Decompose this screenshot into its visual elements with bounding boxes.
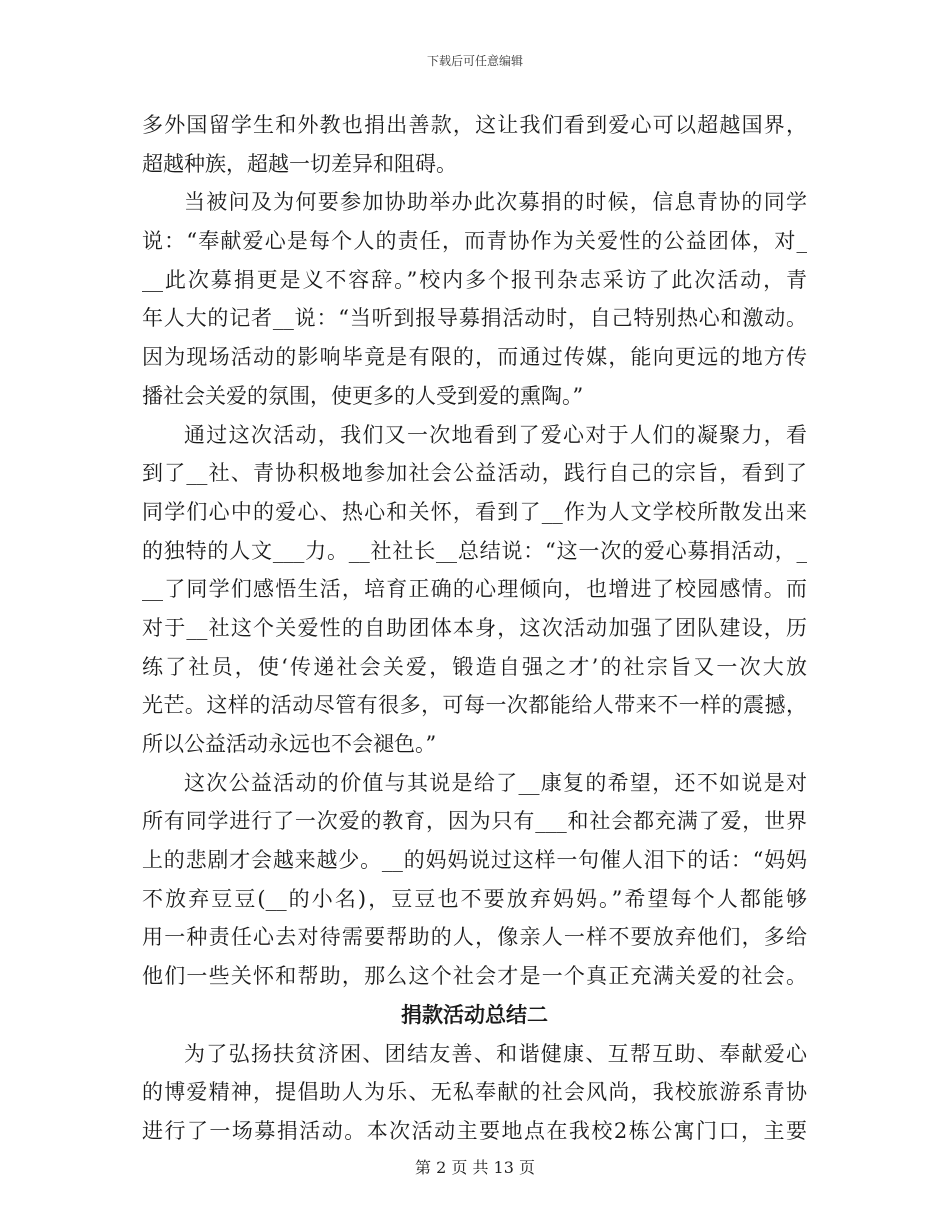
text-line: 播社会关爱的氛围，使更多的人受到爱的熏陶。” (142, 383, 584, 408)
text-line: 所有同学进行了一次爱的教育，因为只有___和社会都充满了爱，世界 (142, 809, 807, 834)
text-line: 到了__社、青协积极地参加社会公益活动，践行自己的宗旨，看到了 (142, 461, 807, 486)
text-line: __此次募捐更是义不容辞。”校内多个报刊杂志采访了此次活动，青 (142, 267, 807, 292)
text-line: 所以公益活动永远也不会褪色。” (142, 732, 437, 756)
document-body (142, 106, 807, 1151)
text-line: 通过这次活动，我们又一次地看到了爱心对于人们的凝聚力，看 (184, 422, 807, 447)
text-line: 光芒。这样的活动尽管有很多，可每一次都能给人带来不一样的震撼， (142, 693, 807, 718)
text-line: 因为现场活动的影响毕竟是有限的，而通过传媒，能向更远的地方传 (142, 345, 807, 370)
page-header-note: 下载后可任意编辑 (426, 54, 523, 68)
paragraph-block-1 (142, 106, 807, 996)
text-line: 说：“奉献爱心是每个人的责任，而青协作为关爱性的公益团体，对_ (142, 229, 807, 254)
text-line: 年人大的记者__说：“当听到报导募捐活动时，自己特别热心和激动。 (142, 306, 807, 331)
text-line: 当被问及为何要参加协助举办此次募捐的时候，信息青协的同学 (184, 190, 807, 215)
text-line: 进行了一场募捐活动。本次活动主要地点在我校2栋公寓门口，主要 (142, 1118, 807, 1143)
page-number: 第 2 页 共 13 页 (415, 1158, 535, 1177)
text-line: 用一种责任心去对待需要帮助的人，像亲人一样不要放弃他们，多给 (142, 925, 807, 950)
text-line: 为了弘扬扶贫济困、团结友善、和谐健康、互帮互助、奉献爱心 (184, 1041, 807, 1066)
text-line: __了同学们感悟生活，培育正确的心理倾向，也增进了校园感情。而 (142, 577, 807, 602)
text-line: 上的悲剧才会越来越少。__的妈妈说过这样一句催人泪下的话：“妈妈 (142, 848, 807, 873)
text-line: 的独特的人文___力。__社社长__总结说：“这一次的爱心募捐活动，_ (142, 538, 807, 563)
text-line: 这次公益活动的价值与其说是给了__康复的希望，还不如说是对 (184, 770, 807, 795)
text-line: 不放弃豆豆(__的小名)，豆豆也不要放弃妈妈。”希望每个人都能够 (142, 886, 807, 911)
text-line: 他们一些关怀和帮助，那么这个社会才是一个真正充满关爱的社会。 (142, 964, 807, 989)
text-line: 的博爱精神，提倡助人为乐、无私奉献的社会风尚，我校旅游系青协 (142, 1080, 807, 1105)
text-line: 超越种族，超越一切差异和阻碍。 (142, 151, 457, 176)
text-line: 多外国留学生和外教也捐出善款，这让我们看到爱心可以超越国界， (142, 113, 807, 137)
text-line: 对于__社这个关爱性的自助团体本身，这次活动加强了团队建设，历 (142, 615, 807, 640)
paragraph-block-2 (142, 1035, 807, 1151)
text-line: 同学们心中的爱心、热心和关怀，看到了__作为人文学校所散发出来 (142, 499, 807, 524)
text-line: 练了社员，使‘传递社会关爱，锻造自强之才’的社宗旨又一次大放 (142, 654, 807, 679)
section-title: 捐款活动总结二 (401, 1001, 548, 1027)
